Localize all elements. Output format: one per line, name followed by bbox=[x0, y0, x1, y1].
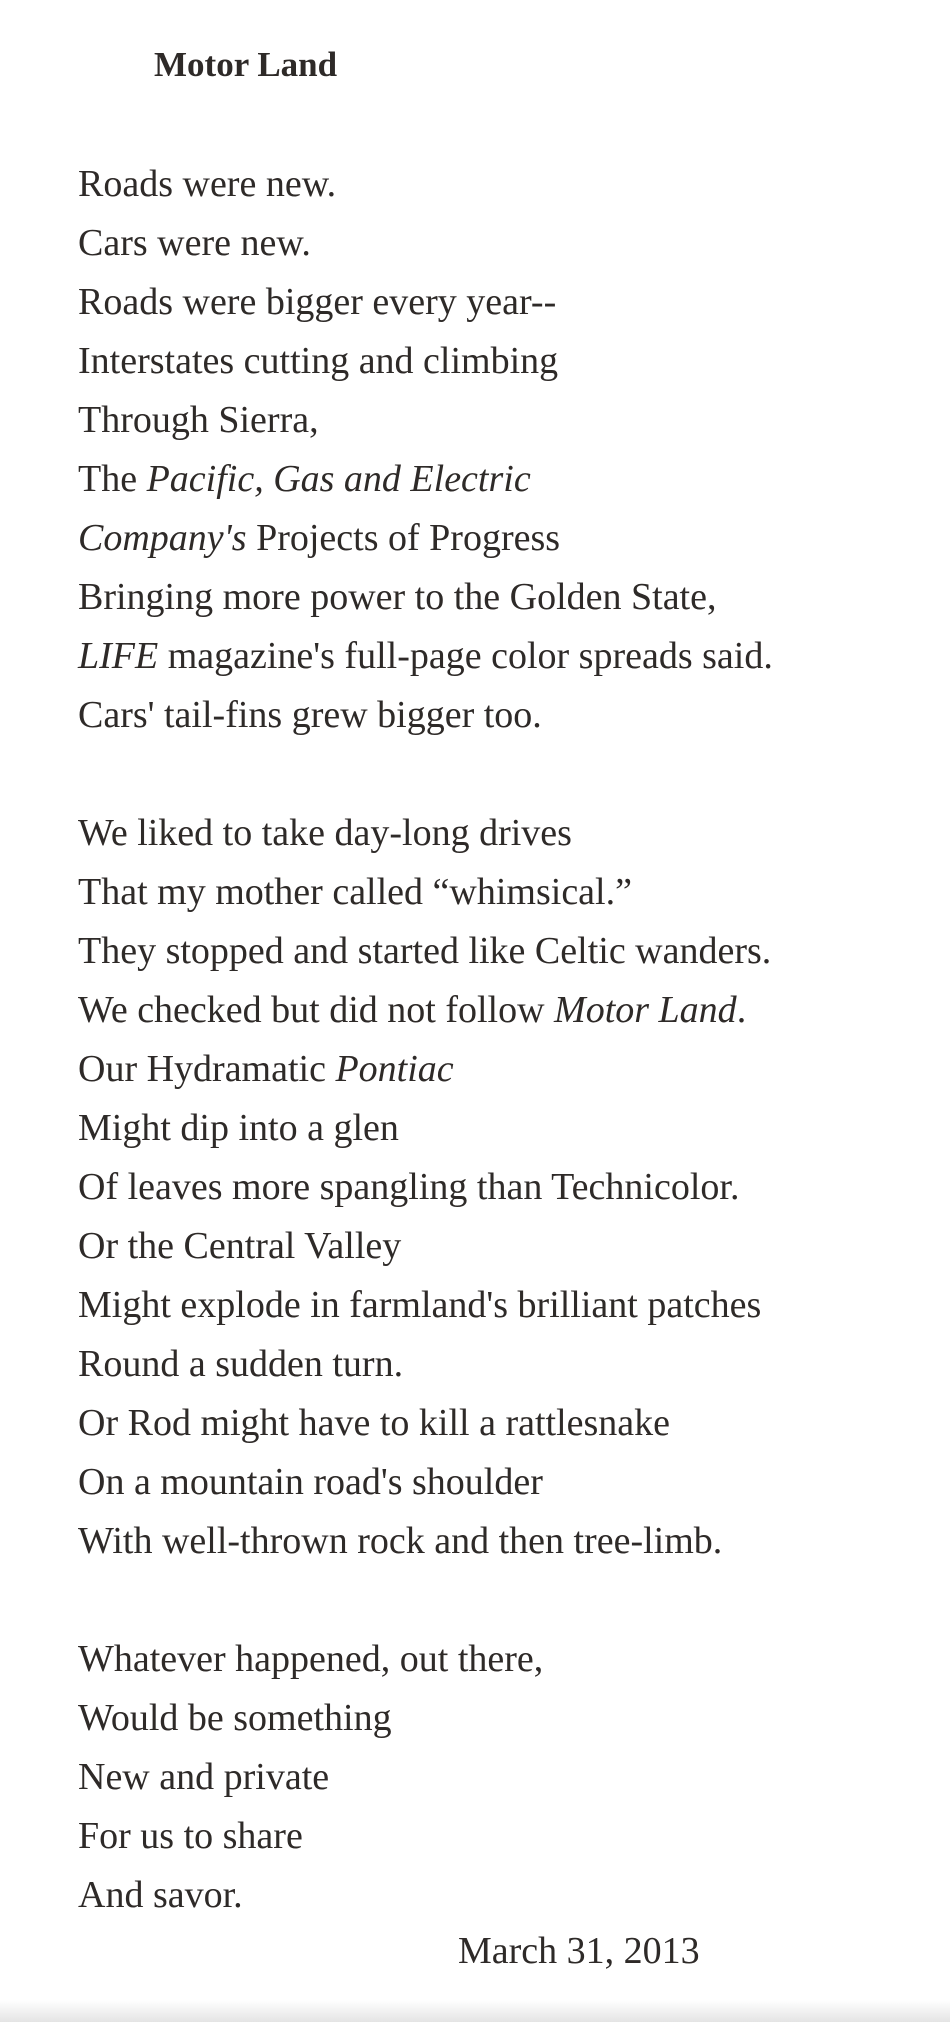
poem-line-text: With well-thrown rock and then tree-limb. bbox=[78, 1520, 723, 1562]
poem-line-text: Might dip into a glen bbox=[78, 1107, 399, 1149]
poem-line bbox=[78, 1158, 773, 1217]
poem-title: Motor Land bbox=[154, 45, 338, 84]
poem-line-text: Or the Central Valley bbox=[78, 1225, 402, 1267]
poem-line bbox=[78, 1512, 773, 1571]
poem-line-text: Through Sierra, bbox=[78, 399, 319, 441]
poem-line bbox=[78, 1453, 773, 1512]
poem-line-italic-text: Motor Land bbox=[554, 989, 737, 1031]
poem-line-text: Round a sudden turn. bbox=[78, 1343, 404, 1385]
poem-line bbox=[78, 1866, 773, 1925]
poem-line-text: On a mountain road's shoulder bbox=[78, 1461, 543, 1503]
poem-line-italic-text: Company's bbox=[78, 517, 247, 559]
poem-line bbox=[78, 922, 773, 981]
poem-line-text: That my mother called “whimsical.” bbox=[78, 871, 632, 913]
poem-line-text: We liked to take day-long drives bbox=[78, 812, 572, 854]
poem-line bbox=[78, 1748, 773, 1807]
poem-line-text: Roads were bigger every year-- bbox=[78, 281, 557, 323]
poem-line bbox=[78, 214, 773, 273]
poem-line-italic-text: Pontiac bbox=[335, 1048, 454, 1090]
poem-line-text: Or Rod might have to kill a rattlesnake bbox=[78, 1402, 671, 1444]
poem-line-text: New and private bbox=[78, 1756, 330, 1798]
poem-stanza bbox=[78, 155, 773, 745]
poem-line bbox=[78, 1689, 773, 1748]
poem-line bbox=[78, 568, 773, 627]
poem-line bbox=[78, 1099, 773, 1158]
poem-line-text: . bbox=[736, 989, 747, 1031]
poem-line bbox=[78, 450, 773, 509]
poem-stanza bbox=[78, 804, 773, 1571]
poem-line bbox=[78, 1807, 773, 1866]
poem-line-text: Projects of Progress bbox=[246, 517, 561, 559]
poem-line bbox=[78, 1217, 773, 1276]
poem-line bbox=[78, 155, 773, 214]
poem-line-italic-text: LIFE bbox=[78, 635, 159, 677]
poem-body bbox=[78, 155, 773, 1925]
poem-date: March 31, 2013 bbox=[458, 1930, 700, 1972]
poem-line bbox=[78, 273, 773, 332]
poem-line-text: Bringing more power to the Golden State, bbox=[78, 576, 717, 618]
poem-line-italic-text: Pacific, Gas and Electric bbox=[146, 458, 531, 500]
poem-line bbox=[78, 332, 773, 391]
poem-line bbox=[78, 804, 773, 863]
poem-line bbox=[78, 863, 773, 922]
bottom-scroll-shadow bbox=[0, 2000, 950, 2022]
poem-line bbox=[78, 1040, 773, 1099]
poem-line bbox=[78, 627, 773, 686]
poem-line-text: Interstates cutting and climbing bbox=[78, 340, 559, 382]
poem-line-text: Might explode in farmland's brilliant patches bbox=[78, 1284, 762, 1326]
poem-line bbox=[78, 1276, 773, 1335]
poem-line-text: magazine's full-page color spreads said. bbox=[158, 635, 773, 677]
poem-line-text: Cars were new. bbox=[78, 222, 311, 264]
poem-line-text: Our Hydramatic bbox=[78, 1048, 336, 1090]
poem-line-text: Of leaves more spangling than Technicolor. bbox=[78, 1166, 740, 1208]
poem-stanza bbox=[78, 1630, 773, 1925]
poem-line-text: Would be something bbox=[78, 1697, 392, 1739]
poem-line-text: And savor. bbox=[78, 1874, 243, 1916]
poem-line-text: For us to share bbox=[78, 1815, 303, 1857]
poem-line-text: Whatever happened, out there, bbox=[78, 1638, 544, 1680]
poem-line-text: Roads were new. bbox=[78, 163, 337, 205]
poem-line bbox=[78, 686, 773, 745]
poem-line bbox=[78, 1394, 773, 1453]
poem-line-text: The bbox=[78, 458, 147, 500]
poem-line bbox=[78, 509, 773, 568]
poem-line bbox=[78, 1630, 773, 1689]
poem-line-text: Cars' tail-fins grew bigger too. bbox=[78, 694, 542, 736]
poem-line bbox=[78, 1335, 773, 1394]
poem-line bbox=[78, 391, 773, 450]
poem-line bbox=[78, 981, 773, 1040]
poem-line-text: We checked but did not follow bbox=[78, 989, 555, 1031]
poem-line-text: They stopped and started like Celtic wanders. bbox=[78, 930, 772, 972]
